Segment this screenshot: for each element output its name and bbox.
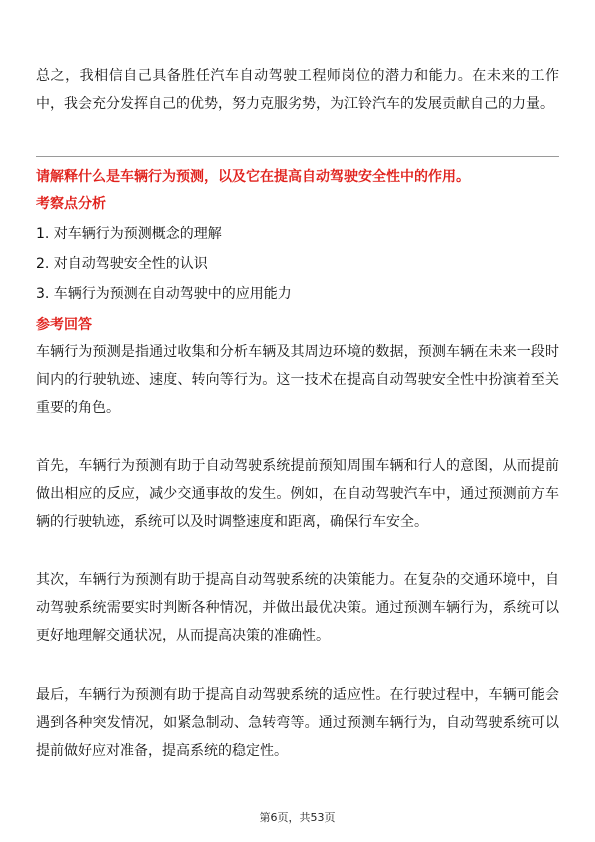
section-divider (36, 156, 559, 157)
list-item: 1. 对车辆行为预测概念的理解 (36, 226, 222, 242)
answer-paragraph-3: 其次，车辆行为预测有助于提高自动驾驶系统的决策能力。在复杂的交通环境中，自动驾驶系统需要实时判断各种情况，并做出最优决策。通过预测车辆行为，系统可以更好地理解交通状况，从而提高决策的准确性。 (36, 572, 559, 644)
answer-paragraph-2: 首先，车辆行为预测有助于自动驾驶系统提前预知周围车辆和行人的意图，从而提前做出相应的反应，减少交通事故的发生。例如，在自动驾驶汽车中，通过预测前方车辆的行驶轨迹，系统可以及时调整速度和距离，确保行车安全。 (36, 458, 559, 530)
answer-heading: 参考回答 (36, 317, 92, 333)
question-heading: 请解释什么是车辆行为预测，以及它在提高自动驾驶安全性中的作用。 (36, 169, 470, 185)
analysis-list (36, 219, 559, 309)
analysis-heading: 考察点分析 (36, 196, 106, 212)
answer-paragraph-4: 最后，车辆行为预测有助于提高自动驾驶系统的适应性。在行驶过程中，车辆可能会遇到各种突发情况，如紧急制动、急转弯等。通过预测车辆行为，自动驾驶系统可以提前做好应对准备，提高系统的稳定性。 (36, 687, 559, 759)
page-number: 第6页，共53页 (259, 811, 336, 824)
intro-paragraph: 总之，我相信自己具备胜任汽车自动驾驶工程师岗位的潜力和能力。在未来的工作中，我会充分发挥自己的优势，努力克服劣势，为江铃汽车的发展贡献自己的力量。 (36, 68, 559, 112)
list-item: 3. 车辆行为预测在自动驾驶中的应用能力 (36, 286, 292, 302)
list-item: 2. 对自动驾驶安全性的认识 (36, 256, 208, 272)
answer-paragraph-1: 车辆行为预测是指通过收集和分析车辆及其周边环境的数据，预测车辆在未来一段时间内的行驶轨迹、速度、转向等行为。这一技术在提高自动驾驶安全性中扮演着至关重要的角色。 (36, 344, 559, 416)
